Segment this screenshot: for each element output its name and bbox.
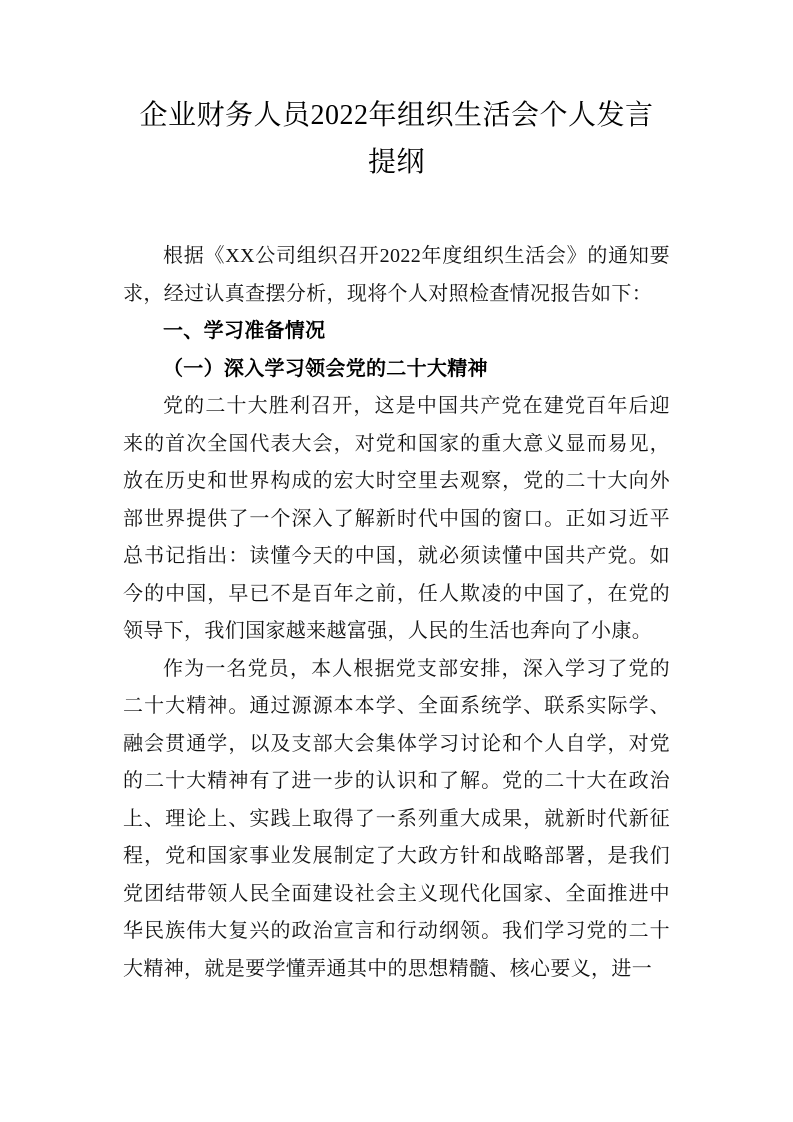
title-spacer (123, 186, 670, 238)
body-paragraph-2: 作为一名党员，本人根据党支部安排，深入学习了党的二十大精神。通过源源本本学、全面系统学、联系实际学、融会贯通学，以及支部大会集体学习讨论和个人自学，对党的二十大精神有了进一步的认识和了解。党的二十大在政治上、理论上、实践上取得了一系列重大成果，就新时代新征程，党和国家事业发展制定了大政方针和战略部署，是我们党团结带领人民全面建设社会主义现代化国家、全面推进中华民族伟大复兴的政治宣言和行动纲领。我们学习党的二十大精神，就是要学懂弄通其中的思想精髓、核心要义，进一 (123, 657, 670, 980)
document-body (123, 238, 670, 988)
page-title: 企业财务人员2022年组织生活会个人发言提纲 (139, 100, 654, 178)
body-paragraph-1: 党的二十大胜利召开，这是中国共产党在建党百年后迎来的首次全国代表大会，对党和国家的重大意义显而易见，放在历史和世界构成的宏大时空里去观察，党的二十大向外部世界提供了一个深入了解新时代中国的窗口。正如习近平总书记指出：读懂今天的中国，就必须读懂中国共产党。如今的中国，早已不是百年之前，任人欺凌的中国了，在党的领导下，我们国家越来越富强，人民的生活也奔向了小康。 (123, 395, 670, 642)
document-content-column (123, 0, 670, 988)
subsection-heading-one: （一）深入学习领会党的二十大精神 (163, 357, 488, 380)
section-heading-one: 一、学习准备情况 (163, 320, 326, 342)
intro-paragraph: 根据《XX公司组织召开2022年度组织生活会》的通知要求，经过认真查摆分析，现将个人对照检查情况报告如下： (123, 245, 670, 305)
